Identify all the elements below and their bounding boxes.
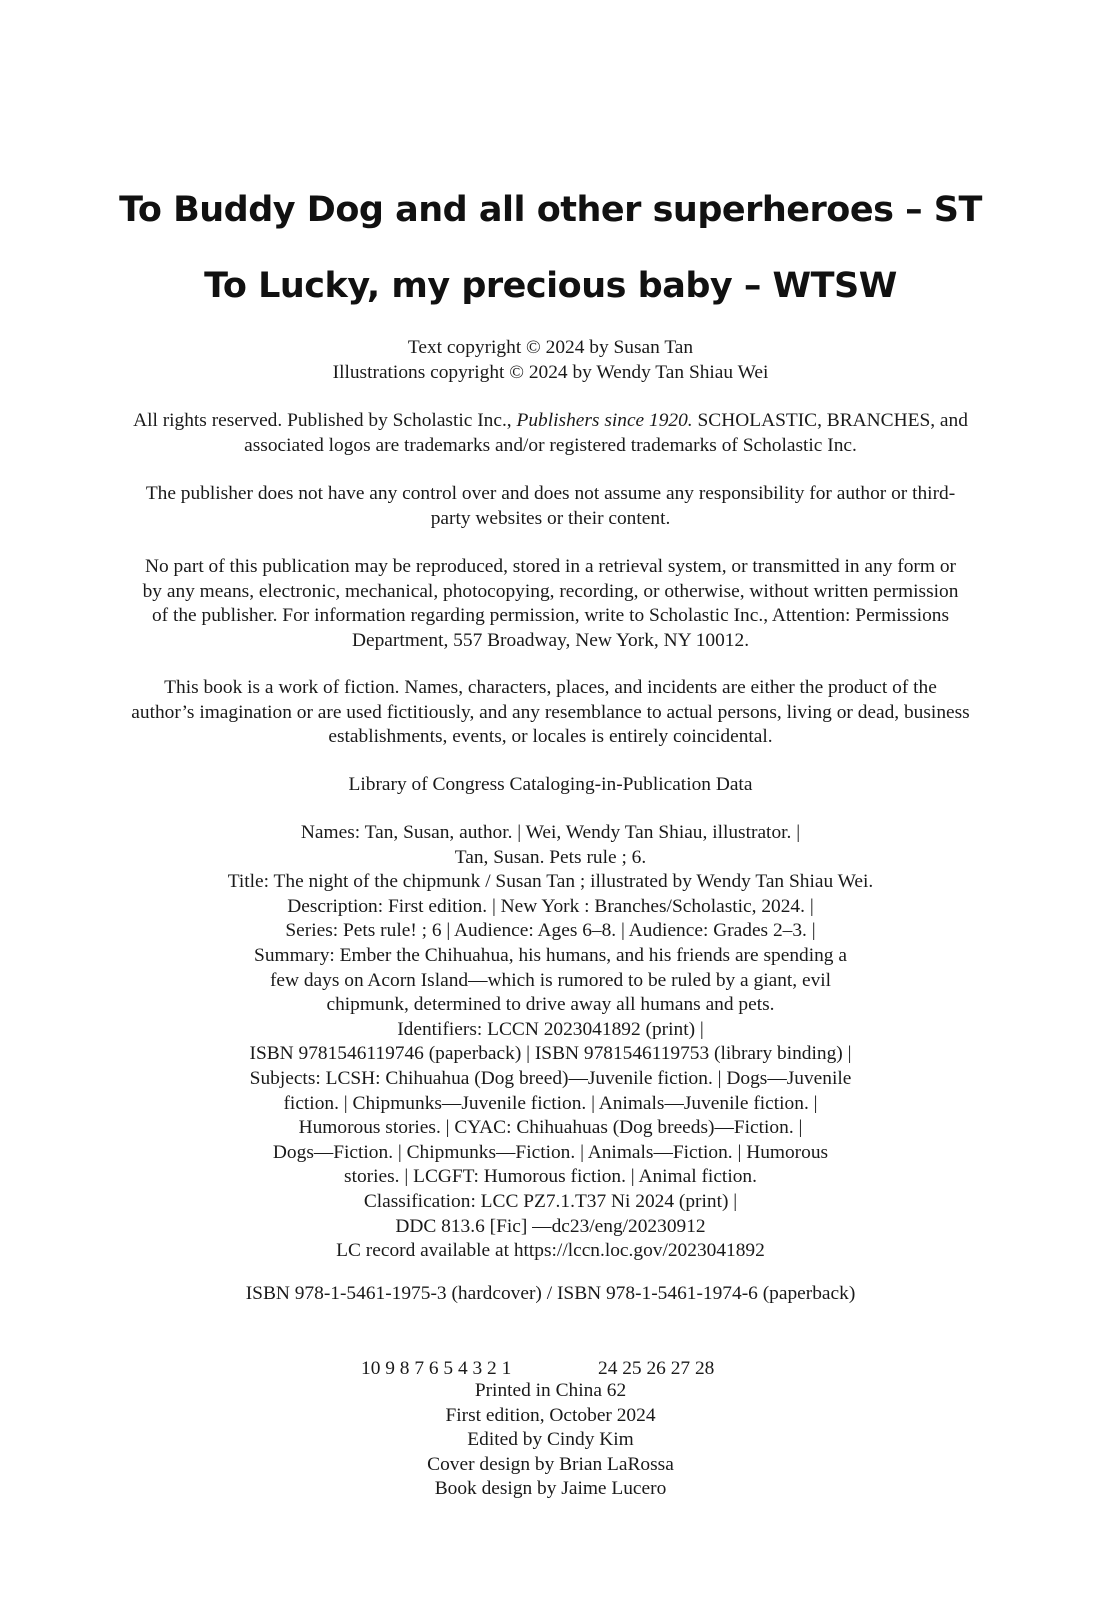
- lc-record-link: LC record available at https://lccn.loc.gov/2023041892: [336, 1240, 765, 1262]
- cip-data: Names: Tan, Susan, author. | Wei, Wendy Tan Shiau, illustrator. | Tan, Susan. Pets rule ; 6. Title: The night of the chipmunk / Susan Tan ; illustrated by Wendy Tan Shiau Wei. Description: First edition. | New York : Branches/Scholastic, 2024. | Series: Pets rule! ; 6 | Audience: Ages 6–8. | Audience: Grades 2–3. | Summary: Ember the Chihuahua, his humans, and his friends are spending a few days on Acorn Island—which is rumored to be ruled by a giant, evil chipmunk, determined to drive away all humans and pets. Identifiers: LCCN 2023041892 (print) | ISBN 9781546119746 (paperback) | ISBN 9781546119753 (library binding) | Subjects: LCSH: Chihuahua (Dog breed)—Juvenile fiction. | Dogs—Juvenile fiction. | Chipmunks—Juvenile fiction. | Animals—Juvenile fiction. | Humorous stories. | CYAC: Chihuahuas (Dog breeds)—Fiction. | Dogs—Fiction. | Chipmunks—Fiction. | Animals—Fiction. | Humorous stories. | LCGFT: Humorous fiction. | Animal fiction. Classification: LCC PZ7.1.T37 Ni 2024 (print) | DDC 813.6 [Fic] —dc23/eng/20230912 LC record available at https://lccn.loc.gov/2023041892: [100, 821, 1001, 1264]
- book-design-credit: Book design by Jaime Lucero: [434, 1478, 667, 1500]
- dedication-author: To Buddy Dog and all other superheroes – ST: [119, 190, 982, 230]
- rights-block: [100, 409, 1001, 458]
- printing-numbers: 10 9 8 7 6 5 4 3 2 1: [361, 1358, 512, 1379]
- edition: First edition, October 2024: [445, 1404, 656, 1426]
- editor-credit: Edited by Cindy Kim: [467, 1429, 634, 1451]
- illustrations-copyright: Illustrations copyright © 2024 by Wendy Tan Shiau Wei: [332, 361, 769, 383]
- reproduction-notice: No part of this publication may be reproduced, stored in a retrieval system, or transmitted in any form or by any means, electronic, mechanical, photocopying, recording, or otherwise, without written permission of the publisher. For information regarding permission, write to Scholastic Inc., Attention: Permissions Department, 557 Broadway, New York, NY 10012.: [142, 556, 959, 651]
- dedication-illustrator: To Lucky, my precious baby – WTSW: [204, 266, 897, 306]
- text-copyright: Text copyright © 2024 by Susan Tan: [407, 337, 694, 358]
- trademark-names: SCHOLASTIC, BRANCHES,: [697, 410, 936, 431]
- year-numbers: 24 25 26 27 28: [598, 1358, 715, 1379]
- credits: [100, 1379, 1001, 1502]
- publisher-disclaimer: The publisher does not have any control over and does not assume any responsibility for author or third- party websites or their content.: [145, 483, 956, 529]
- copyright-block: [100, 336, 1001, 385]
- fiction-notice: This book is a work of fiction. Names, characters, places, and incidents are either the product of the author’s imagination or are used fictitiously, and any resemblance to actual persons, living or dead, business establishments, events, or locales is entirely coincidental.: [131, 677, 970, 748]
- isbn-line: ISBN 978-1-5461-1975-3 (hardcover) / ISBN 978-1-5461-1974-6 (paperback): [245, 1283, 856, 1304]
- printed-in: Printed in China 62: [474, 1380, 627, 1401]
- rights-line-2: associated logos are trademarks and/or registered trademarks of Scholastic Inc.: [244, 434, 857, 456]
- cover-design-credit: Cover design by Brian LaRossa: [427, 1453, 674, 1475]
- cip-heading: Library of Congress Cataloging-in-Publication Data: [348, 774, 753, 795]
- rights-line-1: All rights reserved. Published by Scholastic Inc., Publishers since 1920. SCHOLASTIC, BRANCHES, and: [133, 410, 968, 431]
- publishers-since-tagline: Publishers since 1920.: [516, 410, 693, 431]
